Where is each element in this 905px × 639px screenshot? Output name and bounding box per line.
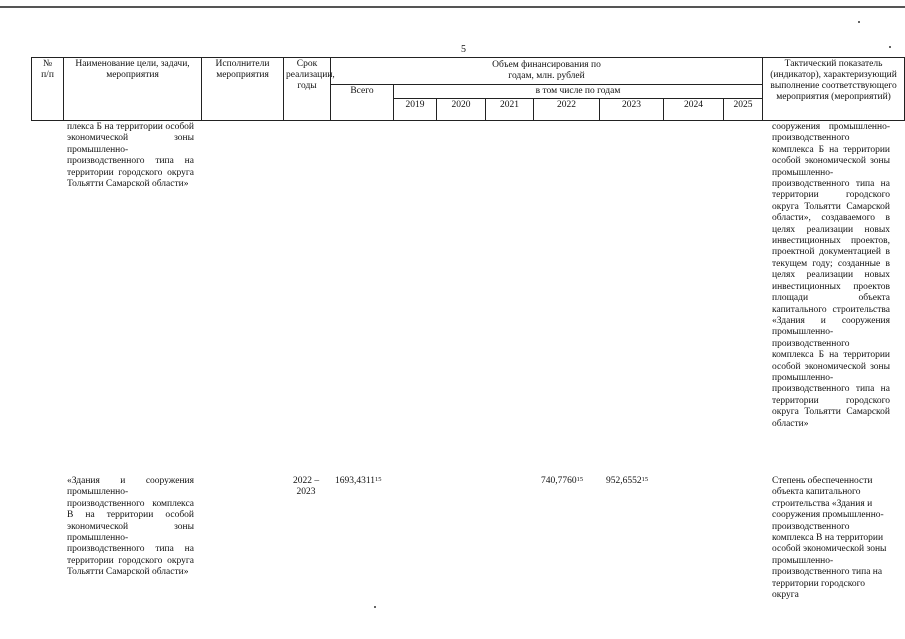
table-header xyxy=(31,57,905,121)
row2-2023: 952,6552$^{15}$ xyxy=(606,476,649,486)
row2-term: 2022 – 2023 xyxy=(292,476,320,498)
page-number: 5 xyxy=(461,44,466,55)
header-num: № п/п xyxy=(32,58,64,121)
scan-border-line xyxy=(0,6,905,8)
row1-name-continuation: плекса Б на территории особой экономической зоны промышленно-производственного типа на территории городского округа Тольятти Самарской области» xyxy=(67,122,194,190)
header-year: 2025 xyxy=(724,99,763,121)
row2-indicator: Степень обеспеченности объекта капитального строительства «Здания и сооружения промышленно-производственного комплекса В на территории особой экономической зоны промышленно-производственного типа на территории городского округа xyxy=(772,476,887,601)
header-executors: Исполнители мероприятия xyxy=(202,58,284,121)
scan-speck xyxy=(374,606,376,608)
header-by-years: в том числе по годам xyxy=(394,85,763,99)
header-indicator: Тактический показатель (индикатор), характеризующий выполнение соответствующего мероприятия (мероприятий) xyxy=(763,58,905,121)
header-term: Срок реализации, годы xyxy=(284,58,331,121)
header-volume: Объем финансирования по годам, млн. рублей xyxy=(331,58,763,85)
row2-total: 1693,4311$^{15}$ xyxy=(335,476,382,486)
header-year: 2021 xyxy=(486,99,534,121)
header-year: 2023 xyxy=(600,99,664,121)
header-year: 2024 xyxy=(664,99,724,121)
header-year: 2022 xyxy=(534,99,600,121)
row2-name: «Здания и сооружения промышленно-производственного комплекса В на территории особой экономической зоны промышленно-производственного типа на территории городского округа Тольятти Самарской области» xyxy=(67,476,194,578)
scan-speck xyxy=(858,21,860,23)
header-year: 2019 xyxy=(394,99,437,121)
header-total: Всего xyxy=(331,85,394,121)
scan-speck xyxy=(889,46,891,48)
header-name: Наименование цели, задачи, мероприятия xyxy=(64,58,202,121)
row2-2022: 740,7760$^{15}$ xyxy=(541,476,584,486)
row1-indicator-continuation: сооружения промышленно-производственного комплекса Б на территории особой экономической зоны промышленно-производственного типа на территории городского округа Тольятти Самарской области», создаваемого в целях реализации новых инвестиционных проектов, проектной документацией в текущем году; созданные в целях реализации новых инвестиционных проектов площади объекта капитального строительства «Здания и сооружения промышленно-производственного комплекса Б на территории особой экономической зоны промышленно-производственного типа на территории городского округа Тольятти Самарской области» xyxy=(772,122,890,429)
header-year: 2020 xyxy=(437,99,486,121)
